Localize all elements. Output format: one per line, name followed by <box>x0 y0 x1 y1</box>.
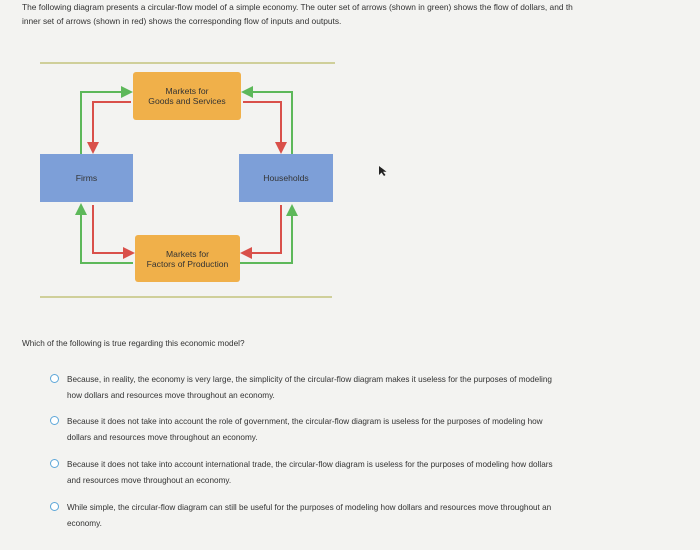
option-4-line-1: While simple, the circular-flow diagram can still be useful for the purposes of modeling how dollars and resources move throughout an <box>67 503 552 512</box>
intro-line-1: The following diagram presents a circular-flow model of a simple economy. The outer set of arrows (shown in green) shows the flow of dollars, and th <box>22 2 573 12</box>
households-label: Households <box>263 173 309 183</box>
option-1-line-2: how dollars and resources move throughout an economy. <box>67 390 275 400</box>
goods-market-label-1: Markets for <box>165 86 209 96</box>
answer-option-1-text <box>67 372 552 403</box>
households-box <box>239 154 333 202</box>
option-2-line-1: Because it does not take into account the role of government, the circular-flow diagram is useless for the purposes of modeling how <box>67 417 543 426</box>
radio-button-2[interactable] <box>50 416 59 425</box>
red-arrow-goods-to-firms <box>93 102 131 152</box>
radio-button-1[interactable] <box>50 374 59 383</box>
mouse-pointer-icon <box>378 165 388 177</box>
answer-option-1[interactable] <box>50 372 680 403</box>
option-4-line-2: economy. <box>67 518 102 528</box>
red-arrow-households-to-factors <box>242 205 281 253</box>
answer-option-2-text <box>67 414 543 445</box>
red-arrow-goods-to-households <box>243 102 281 152</box>
option-2-line-2: dollars and resources move throughout an economy. <box>67 432 258 442</box>
question-text: Which of the following is true regarding this economic model? <box>22 339 245 348</box>
option-3-line-2: and resources move throughout an economy. <box>67 475 232 485</box>
firms-label: Firms <box>75 173 98 183</box>
answer-option-4[interactable] <box>50 500 680 531</box>
goods-market-label-2: Goods and Services <box>148 96 226 106</box>
green-arrow-factors-to-households <box>240 206 292 263</box>
option-1-line-1: Because, in reality, the economy is very large, the simplicity of the circular-flow diagram makes it useless for the purposes of modeling <box>67 375 552 384</box>
factors-market-label-2: Factors of Production <box>146 258 229 269</box>
radio-button-3[interactable] <box>50 459 59 468</box>
intro-line-2: inner set of arrows (shown in red) shows the corresponding flow of inputs and outputs. <box>22 16 342 26</box>
answer-option-2[interactable] <box>50 414 680 445</box>
radio-button-4[interactable] <box>50 502 59 511</box>
green-arrow-factors-to-firms <box>81 205 133 263</box>
factors-market-label-1: Markets for <box>166 248 209 259</box>
option-3-line-1: Because it does not take into account international trade, the circular-flow diagram is useless for the purposes of modeling how dollars <box>67 460 553 469</box>
goods-and-services-market <box>133 72 241 120</box>
answer-option-3-text <box>67 457 553 488</box>
factors-of-production-market <box>135 235 240 282</box>
answer-option-3[interactable] <box>50 457 680 488</box>
firms-box <box>40 154 133 202</box>
answer-option-4-text <box>67 500 551 531</box>
red-arrow-firms-to-factors <box>93 205 133 253</box>
